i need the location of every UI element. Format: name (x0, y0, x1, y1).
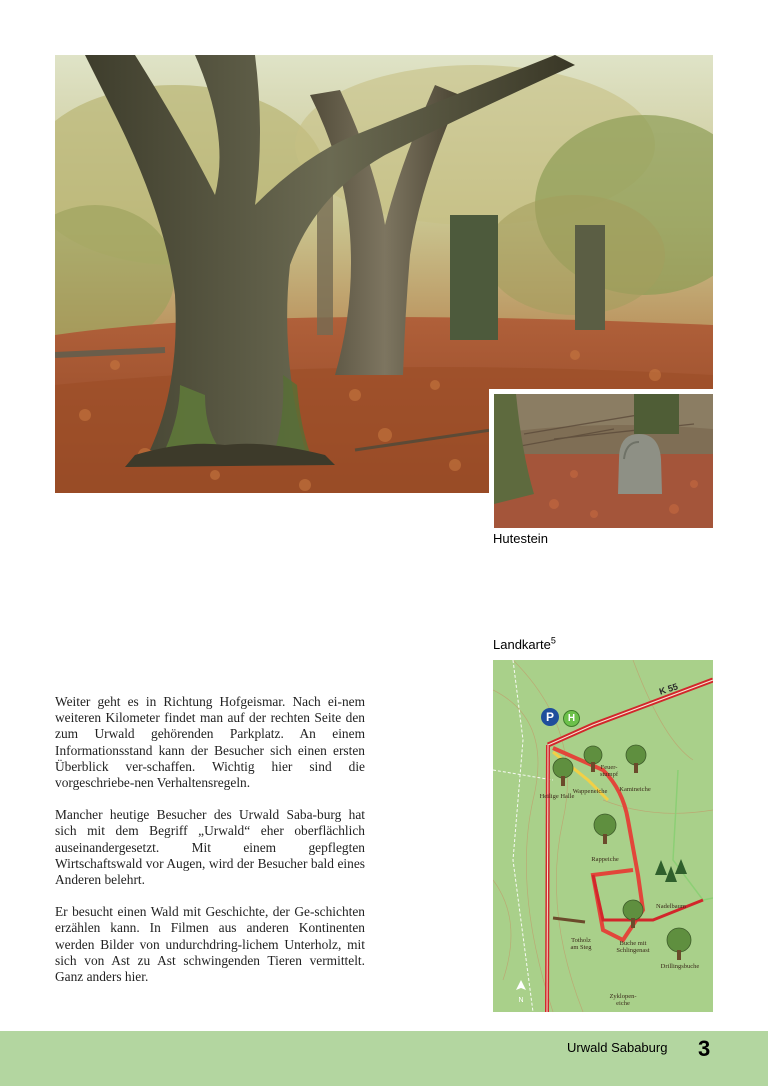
label-feuerstumpf: Feuer-stumpf (599, 764, 619, 778)
label-wappeneiche: Wappeneiche (572, 788, 608, 795)
paragraph-1: Weiter geht es in Richtung Hofgeismar. Nach ei-nem weiteren Kilometer findet man auf der rechten Seite den zum Urwald gehörenden Parkplatz. An einem Informationsstand kann der Besucher sich einen ersten Überblick ver-schaffen. Wichtig hier sind die vorgeschriebe-nen Verhaltensregeln. (55, 694, 365, 791)
footer-title: Urwald Sababurg (567, 1040, 668, 1055)
hutestein-photo (489, 389, 717, 533)
label-zyklopeneiche: Zyklopen-eiche (609, 993, 637, 1007)
label-drillingsbuche: Drillingsbuche (660, 963, 700, 970)
parking-icon (541, 708, 559, 726)
bus-stop-icon (563, 710, 580, 727)
svg-text:N: N (518, 997, 524, 1004)
footnote-marker: 5 (550, 635, 556, 646)
hutestein-caption: Hutestein (493, 531, 548, 546)
map-caption-text: Landkarte (493, 637, 551, 652)
paragraph-2: Mancher heutige Besucher des Urwald Saba-burg hat sich mit dem Begriff „Urwald“ eher oberflächlich auseinandergesetzt. Mit einem gepflegten Wirtschaftswald vor Augen, wird der Besucher bald eines Anderen belehrt. (55, 807, 365, 888)
map-caption (493, 637, 556, 652)
bus-symbol: H (567, 713, 576, 724)
label-heilige-halle: Heilige Halle (539, 793, 575, 800)
label-nadelbaum: Nadelbaum (656, 903, 686, 910)
label-totholz: Totholz am Steg (570, 937, 592, 951)
hutestein-illustration (494, 394, 713, 528)
parking-symbol: P (545, 710, 554, 724)
page-number: 3 (698, 1036, 711, 1061)
body-text (55, 694, 365, 1001)
road-label: K 55 (657, 681, 680, 697)
label-kamineiche: Kamineiche (619, 786, 651, 793)
paragraph-3: Er besucht einen Wald mit Geschichte, der Ge-schichten erzählen kann. In Filmen aus anderen Kontinenten werden Bilder von undurchdring-lichem Unterholz, mit sich von Ast zu Ast schwingenden Tieren vermittelt. Ganz anders hier. (55, 904, 365, 985)
label-rappeiche: Rappeiche (591, 856, 619, 863)
map-graphics (493, 660, 713, 1012)
label-buche-schlingenast: Buche mit Schlingenast (616, 940, 650, 954)
trail-map (493, 660, 713, 1012)
